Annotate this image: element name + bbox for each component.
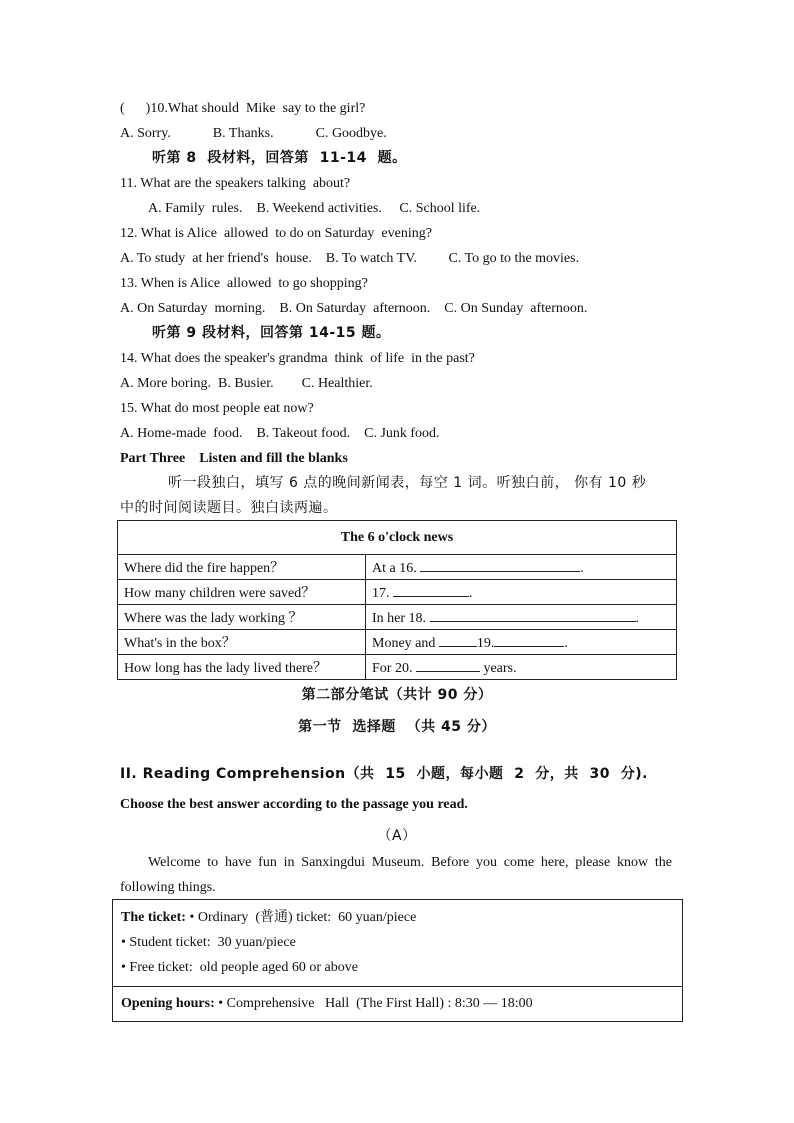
question-10-options: A. Sorry. B. Thanks. C. Goodbye. xyxy=(120,126,387,141)
news-table-header-row xyxy=(118,521,677,555)
answer-suffix: . xyxy=(469,585,473,601)
question-14-options: A. More boring. B. Busier. C. Healthier. xyxy=(120,376,373,391)
table-row xyxy=(118,655,677,680)
question-11: 11. What are the speakers talking about? xyxy=(120,176,351,191)
opening-hours-line xyxy=(121,995,533,1013)
table-row xyxy=(118,605,677,630)
box-divider xyxy=(113,986,682,987)
question-15-options: A. Home-made food. B. Takeout food. C. Junk food. xyxy=(120,426,440,441)
passage-label: （A） xyxy=(377,828,417,844)
table-question: Where was the lady working ？ xyxy=(118,605,366,630)
ticket-line-1 xyxy=(121,909,416,927)
question-10: ( )10.What should Mike say to the girl? xyxy=(120,101,366,116)
ticket-ordinary: • Ordinary (普通) ticket: 60 yuan/piece xyxy=(185,910,417,925)
answer-blank-19a[interactable] xyxy=(439,633,477,647)
answer-blank-19b[interactable] xyxy=(494,633,564,647)
answer-mid: 19. xyxy=(476,635,495,651)
answer-blank-18[interactable] xyxy=(430,608,636,622)
table-answer xyxy=(366,605,677,630)
question-12: 12. What is Alice allowed to do on Saturday evening? xyxy=(120,226,432,241)
answer-suffix: years. xyxy=(479,660,517,676)
answer-prefix: At a 16. xyxy=(372,560,417,576)
table-row xyxy=(118,555,677,580)
table-answer xyxy=(366,630,677,655)
table-answer xyxy=(366,555,677,580)
part-three-instruction-1: 听一段独白，填写 6 点的晚间新闻表，每空 1 词。听独白前， 你有 10 秒 xyxy=(168,475,647,491)
answer-blank-17[interactable] xyxy=(393,583,469,597)
answer-blank-16[interactable] xyxy=(420,558,580,572)
answer-suffix: . xyxy=(564,635,568,651)
question-12-options: A. To study at her friend's house. B. To watch TV. C. To go to the movies. xyxy=(120,251,580,266)
news-table-title: The 6 o'clock news xyxy=(118,521,677,555)
passage-intro: Welcome to have fun in Sanxingdui Museum. Before you come here, please know the following things. xyxy=(120,855,672,895)
answer-blank-20[interactable] xyxy=(416,658,480,672)
section-9-heading: 听第 9 段材料，回答第 14-15 题。 xyxy=(152,325,391,341)
answer-suffix: . xyxy=(635,610,640,626)
news-table xyxy=(117,520,677,680)
answer-prefix: 17. xyxy=(372,585,390,601)
question-13-options: A. On Saturday morning. B. On Saturday afternoon. C. On Sunday afternoon. xyxy=(120,301,588,316)
ticket-line-2: • Student ticket: 30 yuan/piece xyxy=(121,935,296,950)
answer-prefix: Money and xyxy=(372,635,436,651)
question-15: 15. What do most people eat now? xyxy=(120,401,314,416)
table-question: How long has the lady lived there？ xyxy=(118,655,366,680)
reading-instruction: Choose the best answer according to the passage you read. xyxy=(120,797,468,812)
question-11-options: A. Family rules. B. Weekend activities. C. School life. xyxy=(148,201,481,216)
table-question: What's in the box？ xyxy=(118,630,366,655)
ticket-label: The ticket: xyxy=(121,910,186,925)
section-8-heading: 听第 8 段材料，回答第 11-14 题。 xyxy=(152,150,407,166)
table-question: How many children were saved？ xyxy=(118,580,366,605)
part-three-instruction-2: 中的时间阅读题目。独白读两遍。 xyxy=(120,500,338,516)
section-one-title: 第一节 选择题 （共 45 分） xyxy=(298,719,496,735)
table-answer xyxy=(366,655,677,680)
table-question: Where did the fire happen？ xyxy=(118,555,366,580)
part-two-title: 第二部分笔试（共计 90 分） xyxy=(301,687,493,703)
answer-prefix: For 20. xyxy=(372,660,413,676)
part-three-title: Part Three Listen and fill the blanks xyxy=(120,451,348,466)
reading-title: II. Reading Comprehension（共 15 小题，每小题 2 分，共 30 分). xyxy=(120,766,648,782)
table-row xyxy=(118,580,677,605)
opening-hours-value: • Comprehensive Hall (The First Hall) : 8:30 — 18:00 xyxy=(214,996,533,1011)
question-14: 14. What does the speaker's grandma think of life in the past? xyxy=(120,351,475,366)
museum-info-box xyxy=(112,899,683,1022)
answer-suffix: . xyxy=(580,560,584,576)
table-row xyxy=(118,630,677,655)
answer-prefix: In her 18. xyxy=(372,610,427,626)
ticket-line-3: • Free ticket: old people aged 60 or above xyxy=(121,960,358,975)
opening-hours-label: Opening hours: xyxy=(121,996,215,1011)
question-13: 13. When is Alice allowed to go shopping? xyxy=(120,276,368,291)
table-answer xyxy=(366,580,677,605)
